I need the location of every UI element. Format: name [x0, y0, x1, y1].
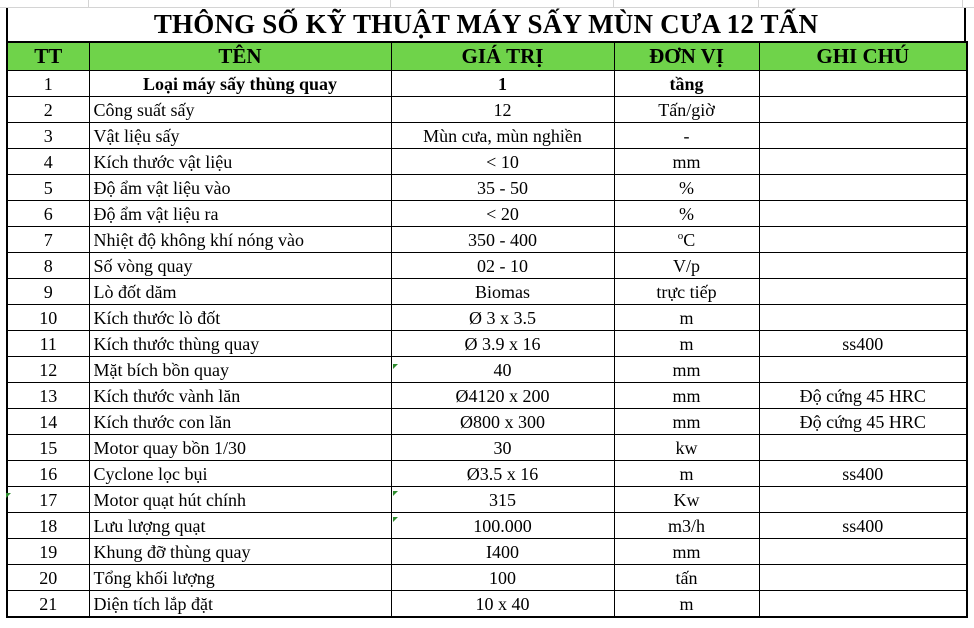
table-row: [7, 253, 967, 279]
row-tt-cell[interactable]: 8: [7, 253, 89, 279]
row-note-cell[interactable]: [759, 253, 967, 279]
row-value-cell[interactable]: 30: [391, 435, 614, 461]
table-row: [7, 201, 967, 227]
row-value-cell[interactable]: 100.000: [391, 513, 614, 539]
row-unit-cell[interactable]: %: [614, 175, 759, 201]
spec-table: [6, 41, 968, 618]
row-note-cell[interactable]: ss400: [759, 461, 967, 487]
row-value-cell[interactable]: 100: [391, 565, 614, 591]
table-row: [7, 383, 967, 409]
degree-superscript: o: [677, 229, 684, 242]
row-name-cell[interactable]: Kích thước con lăn: [89, 409, 391, 435]
row-note-cell[interactable]: [759, 201, 967, 227]
row-name-cell[interactable]: Công suất sấy: [89, 97, 391, 123]
comment-marker: [393, 491, 398, 496]
row-tt-cell[interactable]: 1: [7, 71, 89, 97]
row-value-cell[interactable]: Ø 3.9 x 16: [391, 331, 614, 357]
table-row: [7, 227, 967, 253]
row-unit-cell[interactable]: %: [614, 201, 759, 227]
row-tt-cell[interactable]: 15: [7, 435, 89, 461]
row-note-cell[interactable]: [759, 357, 967, 383]
row-name-cell[interactable]: Vật liệu sấy: [89, 123, 391, 149]
row-tt-cell[interactable]: 5: [7, 175, 89, 201]
row-name-cell[interactable]: Số vòng quay: [89, 253, 391, 279]
row-value-cell[interactable]: 315: [391, 487, 614, 513]
table-row: [7, 305, 967, 331]
row-unit-cell[interactable]: m3/h: [614, 513, 759, 539]
table-row: [7, 71, 967, 97]
row-value-cell[interactable]: Ø800 x 300: [391, 409, 614, 435]
row-value-cell[interactable]: Ø4120 x 200: [391, 383, 614, 409]
row-unit-cell[interactable]: [614, 227, 759, 253]
row-name-cell[interactable]: Độ ẩm vật liệu ra: [89, 201, 391, 227]
row-tt-cell[interactable]: 17: [7, 487, 89, 513]
row-note-cell[interactable]: [759, 435, 967, 461]
row-value-cell[interactable]: 12: [391, 97, 614, 123]
table-row: [7, 513, 967, 539]
row-note-cell[interactable]: [759, 123, 967, 149]
header-name[interactable]: TÊN: [89, 42, 391, 71]
row-value-cell[interactable]: 350 - 400: [391, 227, 614, 253]
table-row: [7, 123, 967, 149]
row-unit-cell[interactable]: V/p: [614, 253, 759, 279]
row-note-cell[interactable]: ss400: [759, 331, 967, 357]
row-unit-cell[interactable]: m: [614, 591, 759, 618]
table-row: [7, 279, 967, 305]
row-tt-cell[interactable]: 20: [7, 565, 89, 591]
header-unit[interactable]: ĐƠN VỊ: [614, 42, 759, 71]
table-row: [7, 461, 967, 487]
row-tt-cell[interactable]: 10: [7, 305, 89, 331]
header-note[interactable]: GHI CHÚ: [759, 42, 967, 71]
row-tt-cell[interactable]: 21: [7, 591, 89, 618]
header-value[interactable]: GIÁ TRỊ: [391, 42, 614, 71]
row-unit-cell[interactable]: mm: [614, 409, 759, 435]
row-unit-cell[interactable]: mm: [614, 383, 759, 409]
row-unit-cell[interactable]: mm: [614, 357, 759, 383]
table-row: [7, 97, 967, 123]
sheet-title: THÔNG SỐ KỸ THUẬT MÁY SẤY MÙN CƯA 12 TẤN: [6, 8, 966, 41]
row-name-cell[interactable]: Tổng khối lượng: [89, 565, 391, 591]
row-unit-cell[interactable]: kw: [614, 435, 759, 461]
row-tt-cell[interactable]: 6: [7, 201, 89, 227]
row-name-cell[interactable]: Mặt bích bồn quay: [89, 357, 391, 383]
table-row: [7, 409, 967, 435]
table-row: [7, 331, 967, 357]
row-unit-cell[interactable]: -: [614, 123, 759, 149]
row-unit-cell[interactable]: m: [614, 305, 759, 331]
row-name-cell[interactable]: Kích thước vành lăn: [89, 383, 391, 409]
row-note-cell[interactable]: Độ cứng 45 HRC: [759, 383, 967, 409]
row-name-cell[interactable]: Khung đỡ thùng quay: [89, 539, 391, 565]
row-tt-cell[interactable]: 19: [7, 539, 89, 565]
row-note-cell[interactable]: Độ cứng 45 HRC: [759, 409, 967, 435]
row-note-cell[interactable]: [759, 71, 967, 97]
row-name-cell[interactable]: Lưu lượng quạt: [89, 513, 391, 539]
row-note-cell[interactable]: [759, 487, 967, 513]
table-row: [7, 175, 967, 201]
table-row: [7, 539, 967, 565]
header-row: [7, 42, 967, 71]
comment-marker: [6, 493, 11, 498]
row-value-cell[interactable]: Ø 3 x 3.5: [391, 305, 614, 331]
row-note-cell[interactable]: [759, 591, 967, 618]
table-row: [7, 591, 967, 618]
comment-marker: [393, 517, 398, 522]
row-unit-cell[interactable]: Tấn/giờ: [614, 97, 759, 123]
row-value-cell[interactable]: < 10: [391, 149, 614, 175]
unit-text: C: [683, 229, 696, 250]
row-unit-cell[interactable]: mm: [614, 539, 759, 565]
row-tt-cell[interactable]: 11: [7, 331, 89, 357]
row-value-cell[interactable]: 1: [391, 71, 614, 97]
row-name-cell[interactable]: Độ ẩm vật liệu vào: [89, 175, 391, 201]
row-unit-cell[interactable]: tấn: [614, 565, 759, 591]
row-tt-cell[interactable]: 2: [7, 97, 89, 123]
table-row: [7, 357, 967, 383]
gridline-strip: [0, 0, 974, 8]
row-note-cell[interactable]: [759, 539, 967, 565]
row-unit-cell[interactable]: trực tiếp: [614, 279, 759, 305]
row-unit-cell[interactable]: m: [614, 461, 759, 487]
header-tt[interactable]: TT: [7, 42, 89, 71]
row-value-cell[interactable]: < 20: [391, 201, 614, 227]
row-value-cell[interactable]: 02 - 10: [391, 253, 614, 279]
row-unit-cell[interactable]: tầng: [614, 71, 759, 97]
row-value-cell[interactable]: I400: [391, 539, 614, 565]
row-name-cell[interactable]: Cyclone lọc bụi: [89, 461, 391, 487]
row-note-cell[interactable]: [759, 279, 967, 305]
row-tt-cell[interactable]: 3: [7, 123, 89, 149]
row-note-cell[interactable]: [759, 565, 967, 591]
row-note-cell[interactable]: [759, 305, 967, 331]
row-value-cell[interactable]: 40: [391, 357, 614, 383]
row-name-cell[interactable]: Lò đốt dăm: [89, 279, 391, 305]
row-tt-cell[interactable]: 14: [7, 409, 89, 435]
row-note-cell[interactable]: [759, 97, 967, 123]
row-value-cell[interactable]: Mùn cưa, mùn nghiền: [391, 123, 614, 149]
row-name-cell[interactable]: Motor quạt hút chính: [89, 487, 391, 513]
row-note-cell[interactable]: ss400: [759, 513, 967, 539]
row-unit-cell[interactable]: m: [614, 331, 759, 357]
row-value-cell[interactable]: 10 x 40: [391, 591, 614, 618]
row-name-cell[interactable]: Nhiệt độ không khí nóng vào: [89, 227, 391, 253]
row-tt-cell[interactable]: 7: [7, 227, 89, 253]
row-name-cell[interactable]: Kích thước lò đốt: [89, 305, 391, 331]
row-tt-cell[interactable]: 13: [7, 383, 89, 409]
row-value-cell[interactable]: 35 - 50: [391, 175, 614, 201]
table-row: [7, 487, 967, 513]
row-tt-cell[interactable]: 4: [7, 149, 89, 175]
row-value-cell[interactable]: Ø3.5 x 16: [391, 461, 614, 487]
row-name-cell[interactable]: Motor quay bồn 1/30: [89, 435, 391, 461]
row-tt-cell[interactable]: 18: [7, 513, 89, 539]
row-name-cell[interactable]: Kích thước vật liệu: [89, 149, 391, 175]
table-row: [7, 565, 967, 591]
row-tt-cell[interactable]: 16: [7, 461, 89, 487]
row-note-cell[interactable]: [759, 175, 967, 201]
row-name-cell[interactable]: Loại máy sấy thùng quay: [89, 71, 391, 97]
row-name-cell[interactable]: Kích thước thùng quay: [89, 331, 391, 357]
row-unit-cell[interactable]: Kw: [614, 487, 759, 513]
row-unit-cell[interactable]: mm: [614, 149, 759, 175]
row-tt-cell[interactable]: 9: [7, 279, 89, 305]
row-tt-cell[interactable]: 12: [7, 357, 89, 383]
table-row: [7, 435, 967, 461]
row-value-cell[interactable]: Biomas: [391, 279, 614, 305]
table-row: [7, 149, 967, 175]
row-name-cell[interactable]: Diện tích lắp đặt: [89, 591, 391, 618]
comment-marker: [393, 364, 398, 369]
row-note-cell[interactable]: [759, 149, 967, 175]
row-note-cell[interactable]: [759, 227, 967, 253]
